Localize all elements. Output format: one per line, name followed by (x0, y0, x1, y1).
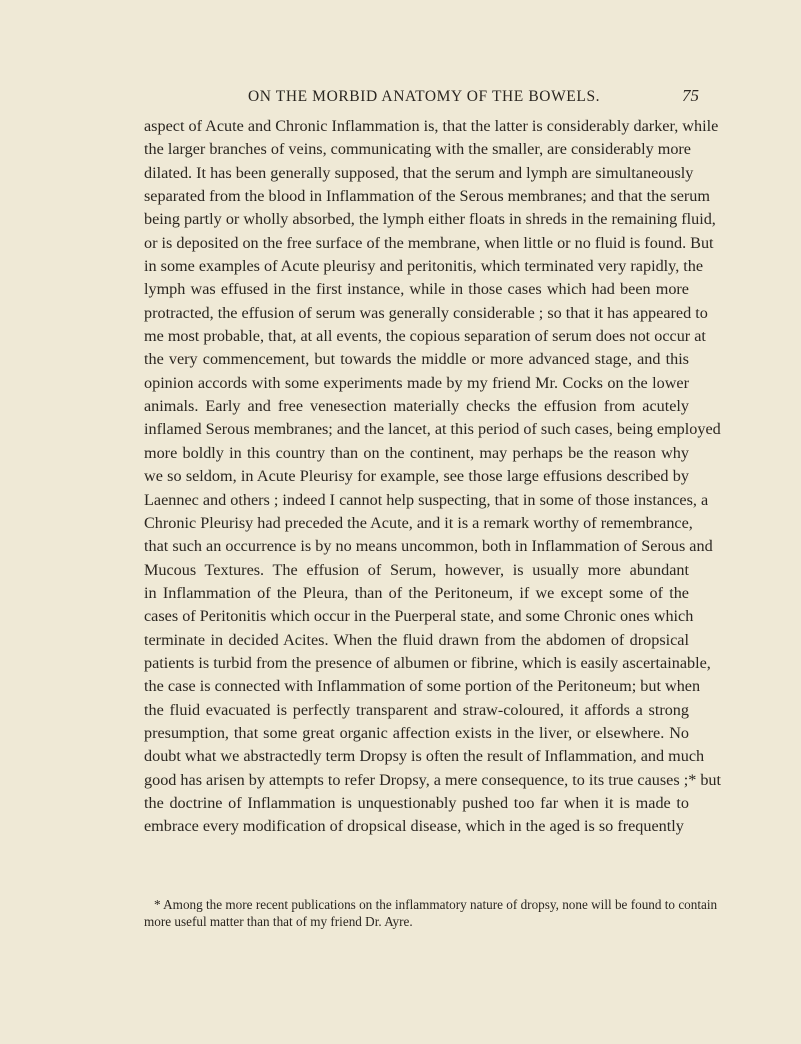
text-line: good has arisen by attempts to refer Dropsy, a mere consequence, to its true causes ;* but (144, 770, 722, 789)
text-line: me most probable, that, at all events, the copious separation of serum does not occur at (144, 327, 706, 346)
text-line: lymph was effused in the first instance, while in those cases which had been more (144, 280, 689, 299)
text-line: cases of Peritonitis which occur in the Puerperal state, and some Chronic ones which (144, 607, 694, 626)
text-line: that such an occurrence is by no means uncommon, both in Inflammation of Serous and (144, 537, 713, 556)
text-line: in Inflammation of the Pleura, than of the Peritoneum, if we except some of the (144, 583, 689, 602)
text-line: dilated. It has been generally supposed, that the serum and lymph are simultaneously (144, 163, 694, 182)
text-line: in some examples of Acute pleurisy and peritonitis, which terminated very rapidly, the (144, 257, 704, 276)
text-line: or is deposited on the free surface of the membrane, when little or no fluid is found. But (144, 233, 714, 252)
text-line: being partly or wholly absorbed, the lymph either floats in shreds in the remaining fluid, (144, 210, 716, 229)
text-line: the doctrine of Inflammation is unquestionably pushed too far when it is made to (144, 793, 689, 812)
text-line: animals. Early and free venesection materially checks the effusion from acutely (144, 397, 689, 416)
text-line: doubt what we abstractedly term Dropsy is often the result of Inflammation, and much (144, 747, 705, 766)
text-line: separated from the blood in Inflammation of the Serous membranes; and that the serum (144, 187, 710, 206)
text-line: opinion accords with some experiments made by my friend Mr. Cocks on the lower (144, 373, 689, 392)
text-line: protracted, the effusion of serum was generally considerable ; so that it has appeared to (144, 303, 708, 322)
text-line: more boldly in this country than on the continent, may perhaps be the reason why (144, 443, 689, 462)
body-text (144, 115, 722, 839)
text-line: Chronic Pleurisy had preceded the Acute, and it is a remark worthy of remembrance, (144, 513, 693, 532)
footnote (144, 896, 718, 930)
text-line: the case is connected with Inflammation of some portion of the Peritoneum; but when (144, 677, 701, 696)
text-line: presumption, that some great organic affection exists in the liver, or elsewhere. No (144, 723, 689, 742)
text-line: we so seldom, in Acute Pleurisy for example, see those large effusions described by (144, 467, 689, 486)
running-title: ON THE MORBID ANATOMY OF THE BOWELS. (248, 88, 601, 105)
text-line: inflamed Serous membranes; and the lancet, at this period of such cases, being employed (144, 420, 721, 439)
text-line: aspect of Acute and Chronic Inflammation is, that the latter is considerably darker, while (144, 117, 719, 135)
text-line: the larger branches of veins, communicating with the smaller, are considerably more (144, 140, 691, 159)
footnote-line: more useful matter than that of my friend Dr. Ayre. (144, 914, 413, 929)
footnote-line: * Among the more recent publications on the inflammatory nature of dropsy, none will be found to contain (154, 897, 718, 912)
page-number: 75 (682, 86, 699, 105)
text-line: embrace every modification of dropsical disease, which in the aged is so frequently (144, 817, 684, 836)
text-line: patients is turbid from the presence of albumen or fibrine, which is easily ascertainable, (144, 653, 711, 672)
text-line: Laennec and others ; indeed I cannot help suspecting, that in some of those instances, a (144, 490, 709, 509)
text-line: terminate in decided Acites. When the fluid drawn from the abdomen of dropsical (144, 630, 689, 649)
text-line: Mucous Textures. The effusion of Serum, however, is usually more abundant (144, 560, 689, 579)
text-line: the fluid evacuated is perfectly transparent and straw-coloured, it affords a strong (144, 700, 689, 719)
text-line: the very commencement, but towards the middle or more advanced stage, and this (144, 350, 689, 369)
